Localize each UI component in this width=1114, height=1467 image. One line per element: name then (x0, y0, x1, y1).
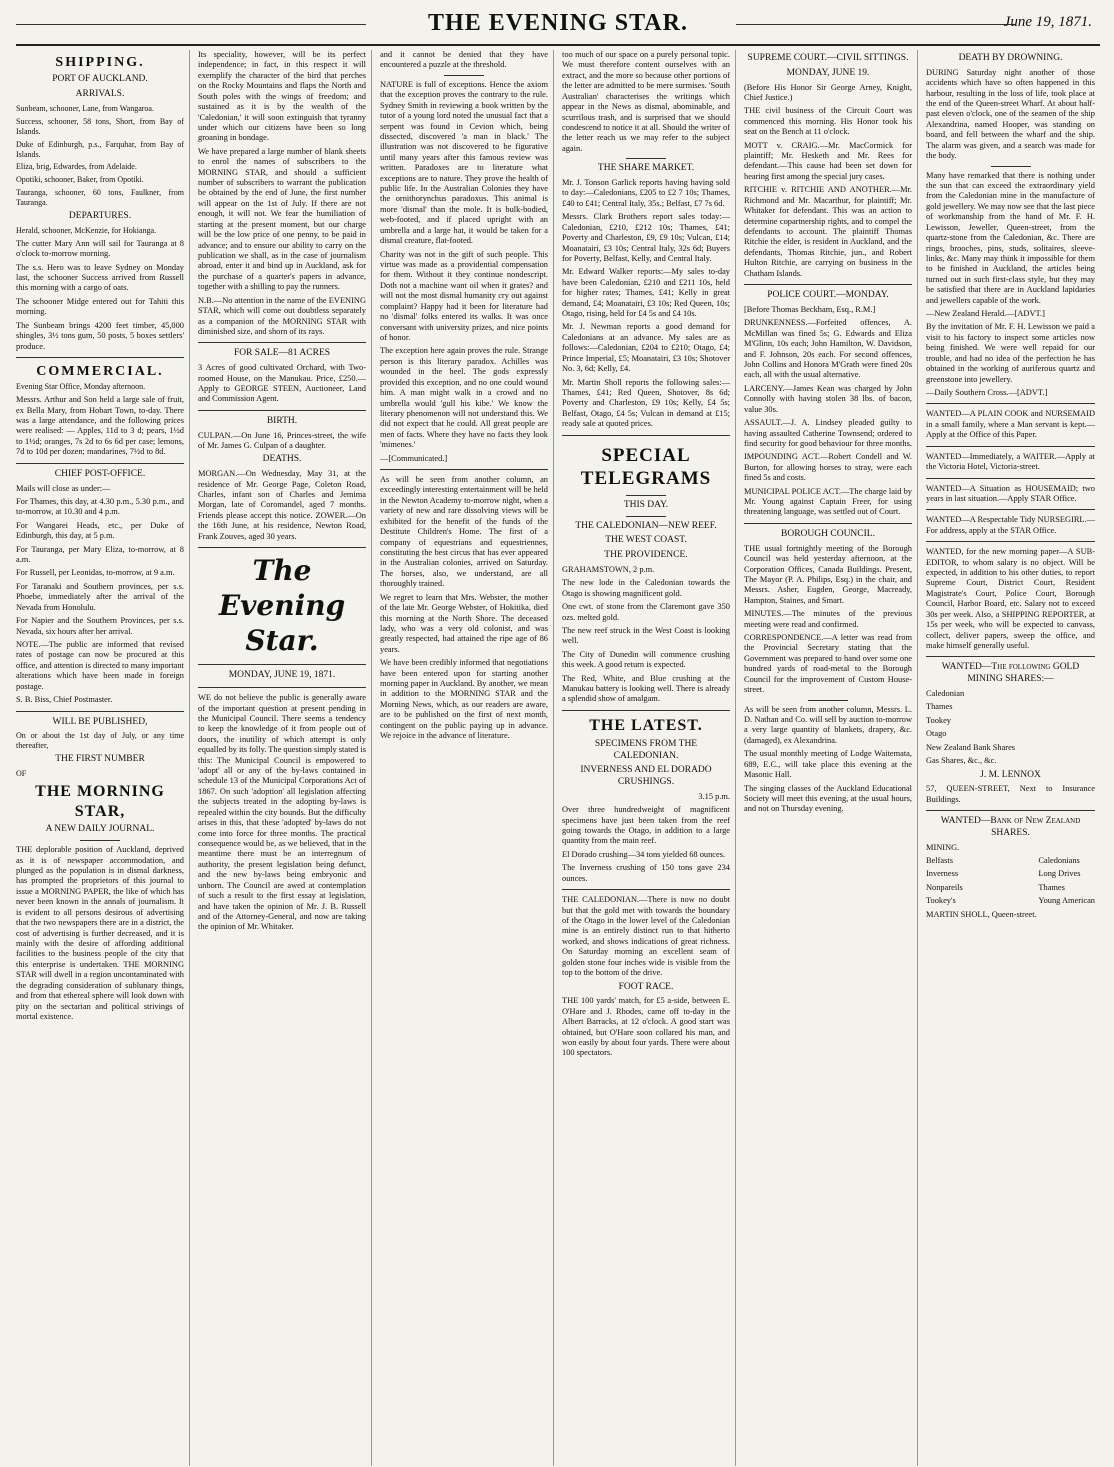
column-1 (16, 50, 190, 1466)
dateline: GRAHAMSTOWN, 2 p.m. (562, 564, 655, 574)
latest-text: El Dorado crushing—34 tons yielded 68 ounces. (562, 849, 726, 859)
jewellery-text: Many have remarked that there is nothing under the sun that can exceed the extraordinary yield from the Caledonian mine in the manufacture of gold jewellery. We may now see that the last piece of workmanship from the hand of Mr. F. H. Lewisson, Jeweller, Queen-street, from the quartz-stone from the Caledonian, &c. There are rings, brooches, pins, studs, solitaires, sleeve-links, &c. Many may think it impossible for them to be finished in Auckland, the articles being turned out in such first-class style, but they may be satisfied that there are in Auckland lapidaries and jewellers capable of the work. (926, 170, 1095, 305)
court-text: THE civil business of the Circuit Court was commenced this morning. His Honor took his seat on the Bench at 11 o'clock. (744, 106, 912, 137)
borough-text: CORRESPONDENCE.—A letter was read from the Provincial Secretary stating that the Government was prepared to hand over some one hundred yards of road-metal to the Borough Council for the improvement of Custom House-street. (744, 633, 912, 695)
article-text: Charity was not in the gift of such people. This virtue was made as a providential compensation for them. Without it they continue nondescript. Doth not a machine want oil when it grates? and will not the most dismal humanity cry out against complaint? Happy had it been for literature had no 'dismal' folks entered its walks. It was once conversant with university prizes, and nice points of honor. (380, 249, 548, 342)
borough-text: MINUTES.—The minutes of the previous meeting were read and confirmed. (744, 609, 912, 629)
mining-item: Young American (1038, 896, 1095, 906)
arrival-item: Opotiki, schooner, Baker, from Opotiki. (16, 175, 144, 185)
this-day: THIS DAY. (623, 499, 669, 510)
new-journal: A NEW DAILY JOURNAL. (45, 824, 155, 835)
paper-nameplate: The Evening Star. (218, 554, 346, 657)
published-heading: WILL BE PUBLISHED, (52, 716, 148, 727)
jewellery-source: —New Zealand Herald.—[ADVT.] (926, 309, 1045, 319)
post-item: Mails will close as under:— (16, 483, 111, 493)
wanted-ad: WANTED—Immediately, a WAITER.—Apply at the Victoria Hotel, Victoria-street. (926, 451, 1095, 472)
commercial-text: Messrs. Arthur and Son held a large sale of fruit, ex Bella Mary, from Hobart Town, to-day. There was a large attendance, and the following prices were realised: — Apples, 11d to 3 d; pears, 1½d to 1½d; oranges, 7s 2d to 6s 6d per case; lemons, 7d to 10d per dozen; mandarines, 7½d to 8d. (16, 395, 184, 457)
drowning-heading: DEATH BY DROWNING. (958, 53, 1063, 63)
telegram-text: The new lode in the Caledonian towards the Otago is showing magnificent gold. (562, 578, 730, 598)
latest-heading: THE LATEST. (589, 716, 703, 734)
share-item: Gas Shares, &c., &c. (926, 756, 997, 766)
mining-item: Caledonians (1038, 856, 1080, 866)
inverness-heading: INVERNESS AND EL DORADO CRUSHINGS. (580, 765, 712, 788)
article-text: We have been credibly informed that negotiations have been entered upon for starting another morning paper in Auckland. By another, we mean in addition to the MORNING STAR and the Morning News, which, as our readers are aware, are to be published on the first of next month, contingent on the public paying up in advance. We rejoice in the advance of literature. (380, 658, 548, 741)
borough-text: The usual monthly meeting of Lodge Waitemata, 689, E.C., will take place this evening at the Masonic Hall. (744, 749, 912, 780)
wanted-ad: WANTED, for the new morning paper—A SUB-EDITOR, to whom salary is no object. Will be expected, in addition to his other duties, to report Supreme Court, District Court, Resident Magistrate's Court, Police Court, Borough Council, Harbor Board, etc. Salary not to exceed 30s per week. Also, a SHIPPING REPORTER, at 15s per week, who will be expected to canvass, collect, deliver papers, sweep the office, and make himself generally useful. (926, 547, 1095, 651)
morning-star-title: THE MORNING STAR, (35, 782, 165, 820)
port-heading: PORT OF AUCKLAND. (52, 74, 148, 85)
editorial-text: WE do not believe the public is generally aware of the important question at present pending in the Municipal Council. There seems a tendency to keep the knowledge of it from people out of doors, the inutility of which attempt is only equalled by its folly. The question simply stated is this: The Municipal Council is empowered to 'adopt' all or any of the by-laws contained in schedule 13 of the Municipal Corporations Act of 1867. On such 'adoption' all legislation affecting the subjects treated in the adopting by-laws is repealed within the city bounds. But the difficulty arises in this, that these 'adopted' by-laws do not come into force for three months. The practical consequence would be, as we believed, that in the meantime there must be an interregnum of authority, the present legislation being defunct, and the new by-laws being embryonic and unborn. The Council are awed at contemplation of such a result to the first essay at legislation, and have taken the opinion of Mr. J. B. Russell and of the Attorney-General, and now are taking the opinion of Mr. Whitaker. (198, 693, 366, 932)
telegram-head: THE WEST COAST. (605, 535, 687, 546)
court-sub: (Before His Honor Sir George Arney, Knight, Chief Justice.) (744, 82, 912, 102)
police-text: DRUNKENNESS.—Forfeited offences, A. McMillan was fined 5s; G. Edwards and Eliza M'Glinn, 10s each; John Hamilton, W. Davidson, and F. Johnson, 20s each. For second offences, John Collins and Honora M'Grath were fined 20s each, all with the usual alternative. (744, 318, 912, 380)
mining-label: MINING. (926, 842, 960, 852)
deaths-text: MORGAN.—On Wednesday, May 31, at the residence of Mr. George Page, Coleton Road, Charles, infant son of Charles and Jemima Morgan, late of Coromandel, aged 7 months. Friends please accept this notice. ZOWER.—On the 16th June, at his residence, Newton Road, Frank Zouves, aged 30 years. (198, 469, 366, 541)
latest-text: The Inverness crushing of 150 tons gave 234 ounces. (562, 863, 730, 883)
jewellery-source: —Daily Southern Cross.—[ADVT.] (926, 388, 1048, 397)
borough-text: As will be seen from another column, Messrs. L. D. Nathan and Co. will sell by auction to-morrow a very large quantity of blankets, drapery, &c. (damaged), ex Alexandrina. (744, 704, 912, 745)
sale-heading: FOR SALE—81 ACRES (233, 348, 331, 359)
telegram-head: THE PROVIDENCE. (604, 550, 688, 561)
police-court-heading: POLICE COURT.—MONDAY. (767, 290, 889, 301)
arrivals-heading: ARRIVALS. (75, 89, 125, 100)
article-text: NATURE is full of exceptions. Hence the axiom that the exception proves the contrary to the rule. Sydney Smith in reviewing a book written by the tutor of a young lord noted the unusual fact that a serpent was found in Cevion which, being dissected, discovered 'a man in black.' The illustration was not discovered to be figurative until many years after this famous review was written. Paradoxes are to literature what exceptions are to nature. They prove the health of public life. In the Australian Colonies they have the ornithorynchus paradoxus. This animal is more 'dismal' than the mole. It is bulk-bodied, web-footed, and if placed upright with an umbrella and a large hat, it would be taken for a dismal creature, flat-footed. (380, 79, 548, 246)
shipping-note: The schooner Midge entered out for Tahiti this morning. (16, 296, 184, 317)
departures-heading: DEPARTURES. (68, 211, 132, 222)
foot-race-text: THE 100 yards' match, for £5 a-side, between E. O'Hare and J. Rhodes, came off to-day in the Albert Barracks, at 12 o'clock. A good start was obtained, but O'Hare soon collared his man, and won easily by about four yards. There were about 100 spectators. (562, 996, 730, 1058)
article-text: We regret to learn that Mrs. Webster, the mother of the late Mr. George Webster, of Hokitika, died this morning at the North Shore. The deceased lady, who was a very old colonist, and was greatly respected, had attained the ripe age of 86 years. (380, 592, 548, 654)
latest-time: 3.15 p.m. (698, 791, 730, 801)
caledonian-note: THE CALEDONIAN.—There is now no doubt but that the gold met with towards the boundary of the Otago in the lower level of the Caledonian mine is an entirely distinct run to that hitherto worked, and shows indications of great richness. On Saturday morning an excellent seam of golden stone four inches wide is visible from the top to the bottom of the drive. (562, 895, 730, 978)
mining-item: Belfasts (926, 856, 953, 866)
latest-text: Over three hundredweight of magnificent specimens have just been taken from the reef going towards the Otago, in addition to a large quantity from the main reef. (562, 805, 730, 846)
arrival-item: Eliza, brig, Edwardes, from Adelaide. (16, 162, 137, 172)
jewellery-text: By the invitation of Mr. F. H. Lewisson we paid a visit to his factory to inspect some articles now being finished. We were well repaid for our trouble, and had no idea of the perfection he has obtained in the working of auriferous quartz and greenstone into jewellery. (926, 322, 1095, 384)
birth-heading: BIRTH. (266, 415, 298, 426)
share-item: New Zealand Bank Shares (926, 742, 1016, 752)
shipping-note: The Sunbeam brings 4200 feet timber, 45,000 shingles, 3½ tons gum, 50 posts, 5 boxes settlers' produce. (16, 320, 184, 351)
post-item: For Tauranga, per Mary Eliza, to-morrow, at 8 a.m. (16, 544, 184, 565)
column-6 (926, 50, 1100, 1466)
sale-text: 3 Acres of good cultivated Orchard, with Two-roomed House, on the Manukau. Price, £250.—Apply to GEORGE STEEN, Auctioneer, Land and Commission Agent. (198, 363, 366, 404)
drowning-text: DURING Saturday night another of those accidents which have so often happened in this harbour, resulting in the loss of life, took place at the end of the Queen-street Wharf. At about half-past eleven o'clock, one of the seamen of the ship Alexandrina, named Hooper, was standing on board, and fell between the wharf and the ship. The alarm was given, and a search was made for the body. (926, 67, 1095, 161)
share-market-heading: THE SHARE MARKET. (597, 163, 695, 174)
court-text: MOTT v. CRAIG.—Mr. MacCormick for plaintiff; Mr. Hesketh and Mr. Rees for defendant.—This cause had been set down for hearing first among the special jury cases. (744, 140, 912, 181)
column-2 (198, 50, 372, 1466)
post-item: For Thames, this day, at 4.30 p.m., 5.30 p.m., and to-morrow, at 10.30 and 4 p.m. (16, 496, 184, 517)
borough-council-heading: BOROUGH COUNCIL. (781, 528, 875, 539)
arrival-item: Tauranga, schooner, 60 tons, Faulkner, from Tauranga. (16, 188, 184, 208)
share-item: Thames (926, 702, 953, 712)
article-text: and it cannot be denied that they have encountered a puzzle at the threshold. (380, 50, 548, 70)
telegram-text: The Red, White, and Blue crushing at the Manukau battery is looking well. There is already a splendid show of amalgam. (562, 673, 730, 704)
article-text: Its speciality, however, will be its perfect independence; in fact, in this respect it will exemplify the character of the bird that perches on the Rocky Mountains and flaps the North and South poles with the wings of freedom; and sustained as it is by the wealth of the 'Caledonian,' it will soon extinguish that tyranny under which our citizens have been so long groaning in bondage. (198, 50, 366, 143)
post-item: For Russell, per Leonidas, to-morrow, at 9 a.m. (16, 568, 175, 578)
postmaster-signature: S. B. Biss, Chief Postmaster. (16, 695, 113, 705)
page-date: June 19, 1871. (1003, 14, 1092, 30)
borough-text: The singing classes of the Auckland Educational Society will meet this evening, at the usual hours, and not on Thursday evening. (744, 783, 912, 814)
gold-shares-heading: WANTED—The following GOLD MINING SHARES:— (941, 662, 1080, 685)
article-text: We have prepared a large number of blank sheets to enrol the names of subscribers to the MORNING STAR, and should a sufficient number of subscribers to warrant the publication be obtained by the end of June, the first number will appear on the 1st of July. If there are not enough, it will not. We fear the humiliation of starting at the present moment, but our charge will be the low price of one penny, to be paid in advance; and to ensure our ability to carry on the publication we shall, as in the case of journalism abroad, enter it and bind up in Auckland, ask for the purchase of a quarter's papers in advance, together with a shilling to pay the runners. (198, 146, 366, 292)
special-telegrams-heading: SPECIAL TELEGRAMS (580, 444, 712, 490)
article-text: The exception here again proves the rule. Strange person is this literary paradox. Achilles was wounded in the heel. The gods expressly provided this exception, and no one could wound him. A man might walk in a crowd and no umbrella would 'gull his kibe.' We know the literary phenomenon will not understand this. We did not expect that he could. All great people are men of facts. Where they have no facts they look 'mimenes.' (380, 346, 548, 450)
mining-item: Long Drives (1038, 869, 1081, 879)
police-text: MUNICIPAL POLICE ACT.—The charge laid by Mr. Young against Captain Freer, for using threatening language, was settled out of Court. (744, 486, 912, 517)
mining-item: Thames (1038, 882, 1065, 892)
share-text: Mr. J. Tonson Garlick reports having having sold to day:—Caledonians, £205 to £2 7 10s; Thames, £40 to £41; Central Italy, 35s.; Belfast, £7 7s 6d. (562, 177, 730, 208)
telegram-text: The City of Dunedin will commence crushing this week. A good return is expected. (562, 649, 730, 670)
bank-shares-heading: WANTED—Bank of New Zealand SHARES. (940, 816, 1081, 838)
post-item: For Wangarei Heads, etc., per Duke of Edinburgh, this day, at 5 p.m. (16, 520, 184, 541)
share-item: Otago (926, 729, 947, 739)
lennox-address: 57, QUEEN-STREET, Next to Insurance Buildings. (926, 784, 1095, 804)
court-text: RITCHIE v. RITCHIE AND ANOTHER.—Mr. Richmond and Mr. Macarthur, for plaintiff; Mr. Whitaker for defendant. This was an action to determine copartnership rights, and to compel the defendants to account. The plaintiff Thomas Ritchie the elder, is resident in Auckland, and the defendants, Thomas Ritchie, jun., and Robert Hulton Ritchie, are carrying on business in the Chatham Islands. (744, 185, 912, 278)
column-5 (744, 50, 918, 1466)
prospectus-text: THE deplorable position of Auckland, deprived as it is of newspaper accommodation, and plunged as the population is in dismal darkness, has prompted the proprietors of this journal to issue a MORNING PAPER, the like of which has never been known in the annals of journalism. It is evident to all persons desirous of advertising that the two newspapers there are in a district, the cost of advertising is further decreased, and it is mainly with the desire of affording additional facilities to the business people of the city that this enterprise is undertaken. THE MORNING STAR will dwell in a region uncontaminated with the degrading consideration of sublunary things, and from that ethereal sphere will look down with pity on the sectarian and political strivings of mortal existence. (16, 845, 184, 1021)
mining-item: Tookey's (926, 896, 956, 906)
column-3 (380, 50, 554, 1466)
article-text: N.B.—No attention in the name of the EVENING STAR, which will come out doubtless separately as a companion of the MORNING STAR with diminished size, and shorn of its rays. (198, 295, 366, 336)
telegram-text: The new reef struck in the West Coast is looking well. (562, 625, 730, 646)
arrival-item: Duke of Edinburgh, p.s., Farquhar, from Bay of Islands. (16, 139, 184, 159)
mining-item: Inverness (926, 869, 959, 879)
birth-text: CULPAN.—On June 16, Princes-street, the wife of Mr. James G. Culpan of a daughter. (198, 430, 366, 451)
police-text: LARCENY.—James Kean was charged by John Connolly with having stolen 38 lbs. of bacon, value 30s. (744, 383, 912, 414)
police-text: ASSAULT.—J. A. Lindsey pleaded guilty to having assaulted Catherine Townsend; ordered to find security for good behaviour for three months. (744, 418, 912, 448)
shipping-heading: SHIPPING. (55, 55, 145, 70)
communicated-tag: —[Communicated.] (380, 453, 448, 463)
post-item: For Taranaki and Southern provinces, per s.s. Phoebe, immediately after the arrival of the Nevada from Honolulu. (16, 581, 184, 612)
commercial-heading: COMMERCIAL. (36, 363, 164, 379)
court-heading: SUPREME COURT.—CIVIL SITTINGS. (747, 53, 909, 63)
arrival-item: Success, schooner, 58 tons, Short, from Bay of Islands. (16, 116, 184, 136)
paper-date: MONDAY, JUNE 19, 1871. (228, 670, 336, 681)
published-sub: On or about the 1st day of July, or any time thereafter, (16, 731, 184, 751)
page-title: THE EVENING STAR. (428, 10, 688, 36)
share-text: Mr. J. Newman reports a good demand for Caledonians at an advance. My sales are as follows:—Caledonian, £204 to £210; Otago, £4; Prince Imperial, £5; Moanatairi, £3 10s; Shotover No. 3, 6d; Kelly, £4. (562, 322, 730, 374)
shipping-note: The s.s. Hero was to leave Sydney on Monday last, the schooner Success arrived from Russell this morning with a cargo of oats. (16, 262, 184, 293)
of-label: OF (16, 768, 27, 778)
telegram-head: THE CALEDONIAN—NEW REEF. (575, 520, 717, 531)
first-number: THE FIRST NUMBER (55, 754, 145, 765)
share-item: Tookey (926, 715, 951, 725)
column-4 (562, 50, 736, 1466)
lennox-name: J. M. LENNOX (980, 769, 1041, 780)
wanted-ad: WANTED—A PLAIN COOK and NURSEMAID in a small family, where a Man servant is kept.—Apply at the Office of this Paper. (926, 409, 1095, 440)
article-text: As will be seen from another column, an exceedingly interesting entertainment will be held in the Newton Academy to-morrow night, when a variety of new and rare dissolving views will be exhibited for the benefit of the funds of the Destitute Children's Home. The first of a company of equestrians and equestriennes, constituting the best circus that has ever appeared in the Australian colonies, arrived on Saturday. The horses, also, we understand, are all thoroughly trained. (380, 475, 548, 589)
police-sub: [Before Thomas Beckham, Esq., R.M.] (744, 304, 876, 314)
deaths-heading: DEATHS. (262, 454, 302, 465)
borough-text: THE usual fortnightly meeting of the Borough Council was held yesterday afternoon, at the Corporation Offices, Canada Buildings. Present, The Mayor (P. A. Philips, Esq.) in the chair, and Messrs. Asher, Eugden, George, Macready, Hampton, Staines, and Smart. (744, 543, 912, 605)
post-office-heading: CHIEF POST-OFFICE. (54, 468, 146, 479)
post-note: NOTE.—The public are informed that revised rates of postage can now be procured at this office, and attention is directed to many important alterations which have been made in foreign postage. (16, 639, 184, 691)
commercial-sub: Evening Star Office, Monday afternoon. (16, 382, 146, 392)
post-item: For Napier and the Southern Provinces, per s.s. Nevada, six hours after her arrival. (16, 616, 184, 636)
masthead (16, 10, 1100, 46)
foot-race-heading: FOOT RACE. (618, 981, 674, 992)
wanted-ad: WANTED—A Respectable Tidy NURSEGIRL.—For address, apply at the STAR Office. (926, 515, 1095, 535)
arrival-item: Sunbeam, schooner, Lane, from Wangaroa. (16, 103, 154, 113)
share-text: Mr. Edward Walker reports:—My sales to-day have been Caledonian, £210 and £211 10s, held for higher rates; Thames, £41; Kelly in great demand, £4; Moanatairi, £3 10s; Red Queen, 10s; Otago, rising, held for £4 5s and £4 10s. (562, 267, 730, 319)
telegram-text: One cwt. of stone from the Claremont gave 350 ozs. melted gold. (562, 602, 730, 622)
wanted-ad: WANTED—A Situation as HOUSEMAID; two years in last situation.—Apply STAR Office. (926, 483, 1095, 503)
share-item: Caledonian (926, 688, 965, 698)
police-text: IMPOUNDING ACT.—Robert Condell and W. Burton, for allowing horses to stray, were each fined 5s and costs. (744, 452, 912, 483)
mining-item: Nonpareils (926, 882, 963, 892)
share-text: Mr. Martin Sholl reports the following sales:—Thames, £41; Red Queen, Shotover, 8s 6d; Poverty and Charleston, £9 10s; Kelly, £4 5s; Belfast, Otago, £4 5s; Vulcan in demand at £15; ready sale at quoted prices. (562, 377, 730, 429)
court-date: MONDAY, JUNE 19. (786, 67, 870, 78)
article-text: too much of our space on a purely personal topic. We must therefore content ourselves with an extract, and the more so because other portions of the letter are admitted to be mere surmises. 'South Australian' characterises the writings which appear in the News as dismal, abominable, and scurrilous trash, and is surprised that we should condescend to notice it at all. Should the writer of the letter reach us we may refer to the subject again. (562, 50, 730, 153)
sholl-signature: MARTIN SHOLL, Queen-street. (926, 909, 1037, 919)
shipping-note: The cutter Mary Ann will sail for Tauranga at 8 o'clock to-morrow morning. (16, 238, 184, 259)
share-text: Messrs. Clark Brothers report sales today:—Caledonian, £210, £212 10s; Thames, £41; Poverty and Charleston, £9, £9 10s; Vulcan, £14; Moanatairi, £3 10s; Central Italy, 32s 6d; Buyers for Poverty, Belfast, Kelly, and Central Italy. (562, 212, 730, 263)
departure-item: Herald, schooner, McKenzie, for Hokianga. (16, 225, 157, 235)
specimens-heading: SPECIMENS FROM THE CALEDONIAN. (594, 738, 698, 761)
